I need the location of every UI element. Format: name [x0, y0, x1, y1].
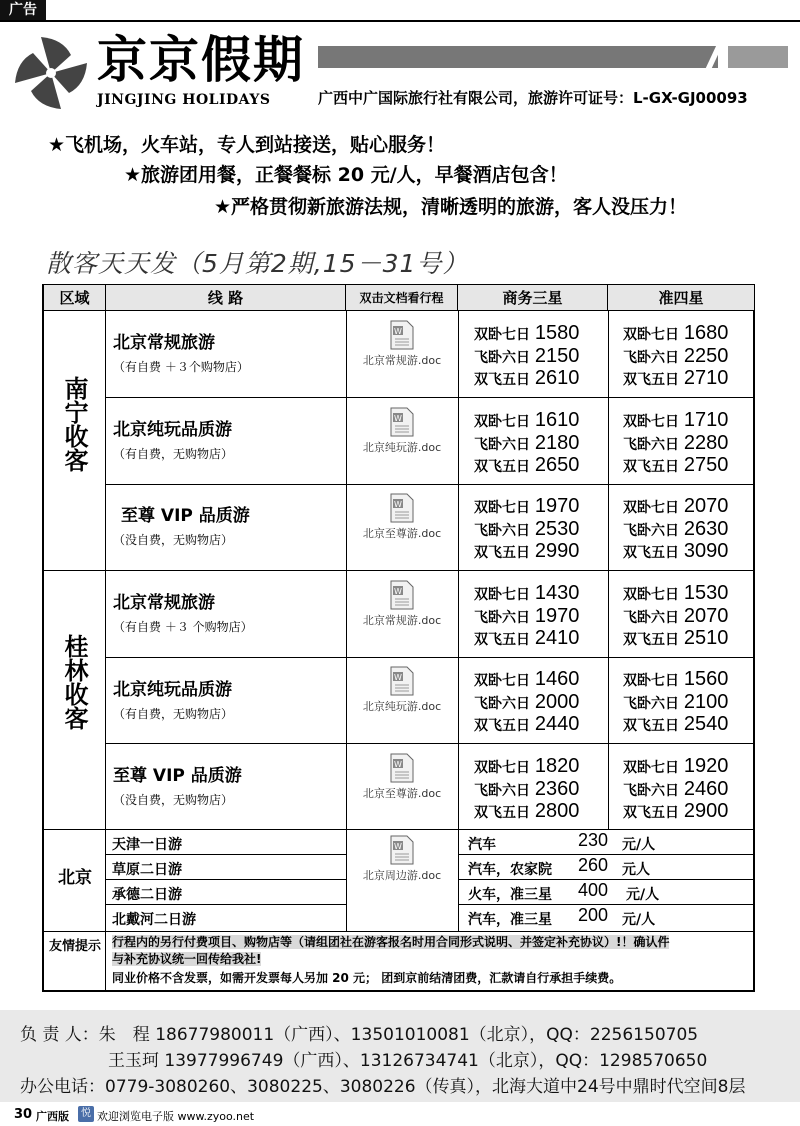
region-guilin [58, 634, 90, 730]
row-divider [106, 484, 754, 485]
price-tier1: 双卧七日 1820 飞卧六日 2360 双飞五日 2800 [474, 755, 580, 822]
itinerary-doc[interactable] [347, 835, 457, 883]
route-name: 北京纯玩品质游 [113, 420, 232, 440]
beijing-route: 北戴河二日游 [112, 912, 196, 928]
promo-line-3: ★严格贯彻新旅游法规，清晰透明的旅游，客人没压力！ [214, 196, 688, 218]
tips-line-1: 行程内的另行付费项目、购物店等（请组团社在游客报名时用合同形式说明、并签定补充协议）!！确认件 [112, 935, 670, 949]
svg-text:W: W [394, 500, 402, 509]
route-note: （有自费，无购物店） [113, 447, 234, 461]
svg-text:W: W [394, 842, 402, 851]
header-region: 区域 [44, 285, 106, 311]
itinerary-doc[interactable] [347, 580, 457, 628]
word-doc-icon [389, 407, 415, 437]
beijing-unit: 元/人 [622, 912, 656, 928]
route-note: （有自费，无购物店） [113, 707, 234, 721]
beijing-transport: 汽车 [468, 837, 496, 853]
doc-filename: 北京至尊游.doc [362, 787, 442, 800]
beijing-price: 230 [578, 830, 609, 850]
doc-filename: 北京纯玩游.doc [362, 441, 442, 454]
route-note: （没自费，无购物店） [113, 533, 234, 547]
promo-line-2: ★旅游团用餐，正餐餐标 20 元/人，早餐酒店包含！ [124, 164, 568, 186]
price-tier1: 双卧七日 1430 飞卧六日 1970 双飞五日 2410 [474, 582, 580, 649]
contact-line-1: 负 责 人：朱 程 18677980011（广西）、13501010081（北京），QQ：2256150705 [20, 1025, 699, 1045]
site-link[interactable]: 欢迎浏览电子版 www.zyoo.net [97, 1110, 255, 1123]
svg-text:W: W [394, 587, 402, 596]
pinwheel-logo-icon [10, 33, 92, 113]
row-divider [106, 397, 754, 398]
row-divider [44, 570, 754, 571]
site-badge-icon: 悦 [78, 1106, 94, 1122]
price-tier2: 双卧七日 1920 飞卧六日 2460 双飞五日 2900 [623, 755, 729, 822]
row-divider [106, 854, 346, 855]
company-license: 广西中广国际旅行社有限公司，旅游许可证号：L-GX-GJ00093 [318, 89, 748, 107]
price-tier2: 双卧七日 2070 飞卧六日 2630 双飞五日 3090 [623, 495, 729, 562]
word-doc-icon [389, 580, 415, 610]
row-divider [106, 657, 754, 658]
route-name: 北京常规旅游 [113, 333, 215, 353]
word-doc-icon [389, 320, 415, 350]
region-beijing: 北京 [58, 868, 92, 888]
beijing-unit: 元人 [622, 862, 650, 878]
beijing-unit: 元/人 [626, 887, 660, 903]
edition-label: 广西版 [36, 1110, 69, 1123]
header-stripe [318, 46, 788, 68]
region-nanning [58, 376, 90, 472]
beijing-price: 200 [578, 905, 609, 925]
price-tier1: 双卧七日 1460 飞卧六日 2000 双飞五日 2440 [474, 668, 580, 735]
price-tier2: 双卧七日 1530 飞卧六日 2070 双飞五日 2510 [623, 582, 729, 649]
page-number: 30 [14, 1107, 33, 1122]
price-tier1: 双卧七日 1580 飞卧六日 2150 双飞五日 2610 [474, 322, 580, 389]
row-divider [44, 829, 754, 830]
route-name: 至尊 VIP 品质游 [121, 506, 250, 526]
svg-text:W: W [394, 327, 402, 336]
route-name: 至尊 VIP 品质游 [113, 766, 242, 786]
beijing-route: 草原二日游 [112, 862, 182, 878]
route-note: （有自费 ＋３个购物店） [113, 360, 249, 374]
price-tier1: 双卧七日 1970 飞卧六日 2530 双飞五日 2990 [474, 495, 580, 562]
beijing-route: 承德二日游 [112, 887, 182, 903]
contact-line-3: 办公电话：0779-3080260、3080225、3080226（传真），北海大道中24号中鼎时代空间8层 [20, 1077, 746, 1097]
row-divider [106, 743, 754, 744]
top-rule [0, 20, 800, 22]
col-divider [105, 311, 106, 931]
price-tier2: 双卧七日 1710 飞卧六日 2280 双飞五日 2750 [623, 409, 729, 476]
itinerary-doc[interactable] [347, 753, 457, 801]
col-divider [105, 931, 106, 990]
header-tier1: 商务三星 [458, 285, 608, 311]
tips-line-3: 同业价格不含发票，如需开发票每人另加 20 元； 团到京前结清团费，汇款请自行承担手续费。 [112, 971, 622, 985]
word-doc-icon [389, 666, 415, 696]
doc-filename: 北京周边游.doc [362, 869, 442, 882]
itinerary-doc[interactable] [347, 666, 457, 714]
svg-text:W: W [394, 673, 402, 682]
route-note: （没自费，无购物店） [113, 793, 234, 807]
route-note: （有自费 ＋３ 个购物店） [113, 620, 253, 634]
row-divider [44, 931, 754, 932]
word-doc-icon [389, 753, 415, 783]
col-divider [458, 311, 459, 931]
word-doc-icon [389, 835, 415, 865]
row-divider [106, 879, 346, 880]
row-divider [106, 904, 346, 905]
word-doc-icon [389, 493, 415, 523]
price-tier1: 双卧七日 1610 飞卧六日 2180 双飞五日 2650 [474, 409, 580, 476]
brand-name-cn: 京京假期 [97, 30, 305, 89]
doc-filename: 北京纯玩游.doc [362, 700, 442, 713]
region-nanning-label: 南宁收客 [60, 376, 88, 472]
route-name: 北京常规旅游 [113, 593, 215, 613]
ad-tag: 广告 [0, 0, 46, 20]
brand-name-en: JINGJING HOLIDAYS [97, 92, 271, 108]
beijing-price: 400 [578, 880, 609, 900]
itinerary-doc[interactable] [347, 407, 457, 455]
svg-text:W: W [394, 414, 402, 423]
beijing-route: 天津一日游 [112, 837, 182, 853]
schedule-subtitle: 散客天天发（5月第2期,15－31号） [46, 249, 469, 278]
route-name: 北京纯玩品质游 [113, 680, 232, 700]
header-route: 线 路 [106, 285, 346, 311]
contact-line-2: 王玉珂 13977996749（广西）、13126734741（北京），QQ：1298570650 [108, 1051, 708, 1071]
itinerary-doc[interactable] [347, 493, 457, 541]
promo-line-1: ★飞机场，火车站，专人到站接送，贴心服务！ [48, 134, 446, 156]
header-tier2: 准四星 [608, 285, 754, 311]
region-guilin-label: 桂林收客 [60, 634, 88, 730]
beijing-transport: 汽车，准三星 [468, 912, 552, 928]
doc-filename: 北京常规游.doc [362, 354, 442, 367]
tips-label: 友情提示 [48, 939, 101, 954]
header-doc: 双击文档看行程 [346, 285, 458, 311]
beijing-transport: 火车，准三星 [468, 887, 552, 903]
svg-text:W: W [394, 760, 402, 769]
beijing-price: 260 [578, 855, 609, 875]
beijing-unit: 元/人 [622, 837, 656, 853]
doc-filename: 北京至尊游.doc [362, 527, 442, 540]
itinerary-doc[interactable] [347, 320, 457, 368]
price-tier2: 双卧七日 1560 飞卧六日 2100 双飞五日 2540 [623, 668, 729, 735]
beijing-transport: 汽车，农家院 [468, 862, 552, 878]
doc-filename: 北京常规游.doc [362, 614, 442, 627]
price-tier2: 双卧七日 1680 飞卧六日 2250 双飞五日 2710 [623, 322, 729, 389]
tips-line-2: 与补充协议统一回传给我社! [112, 952, 262, 966]
